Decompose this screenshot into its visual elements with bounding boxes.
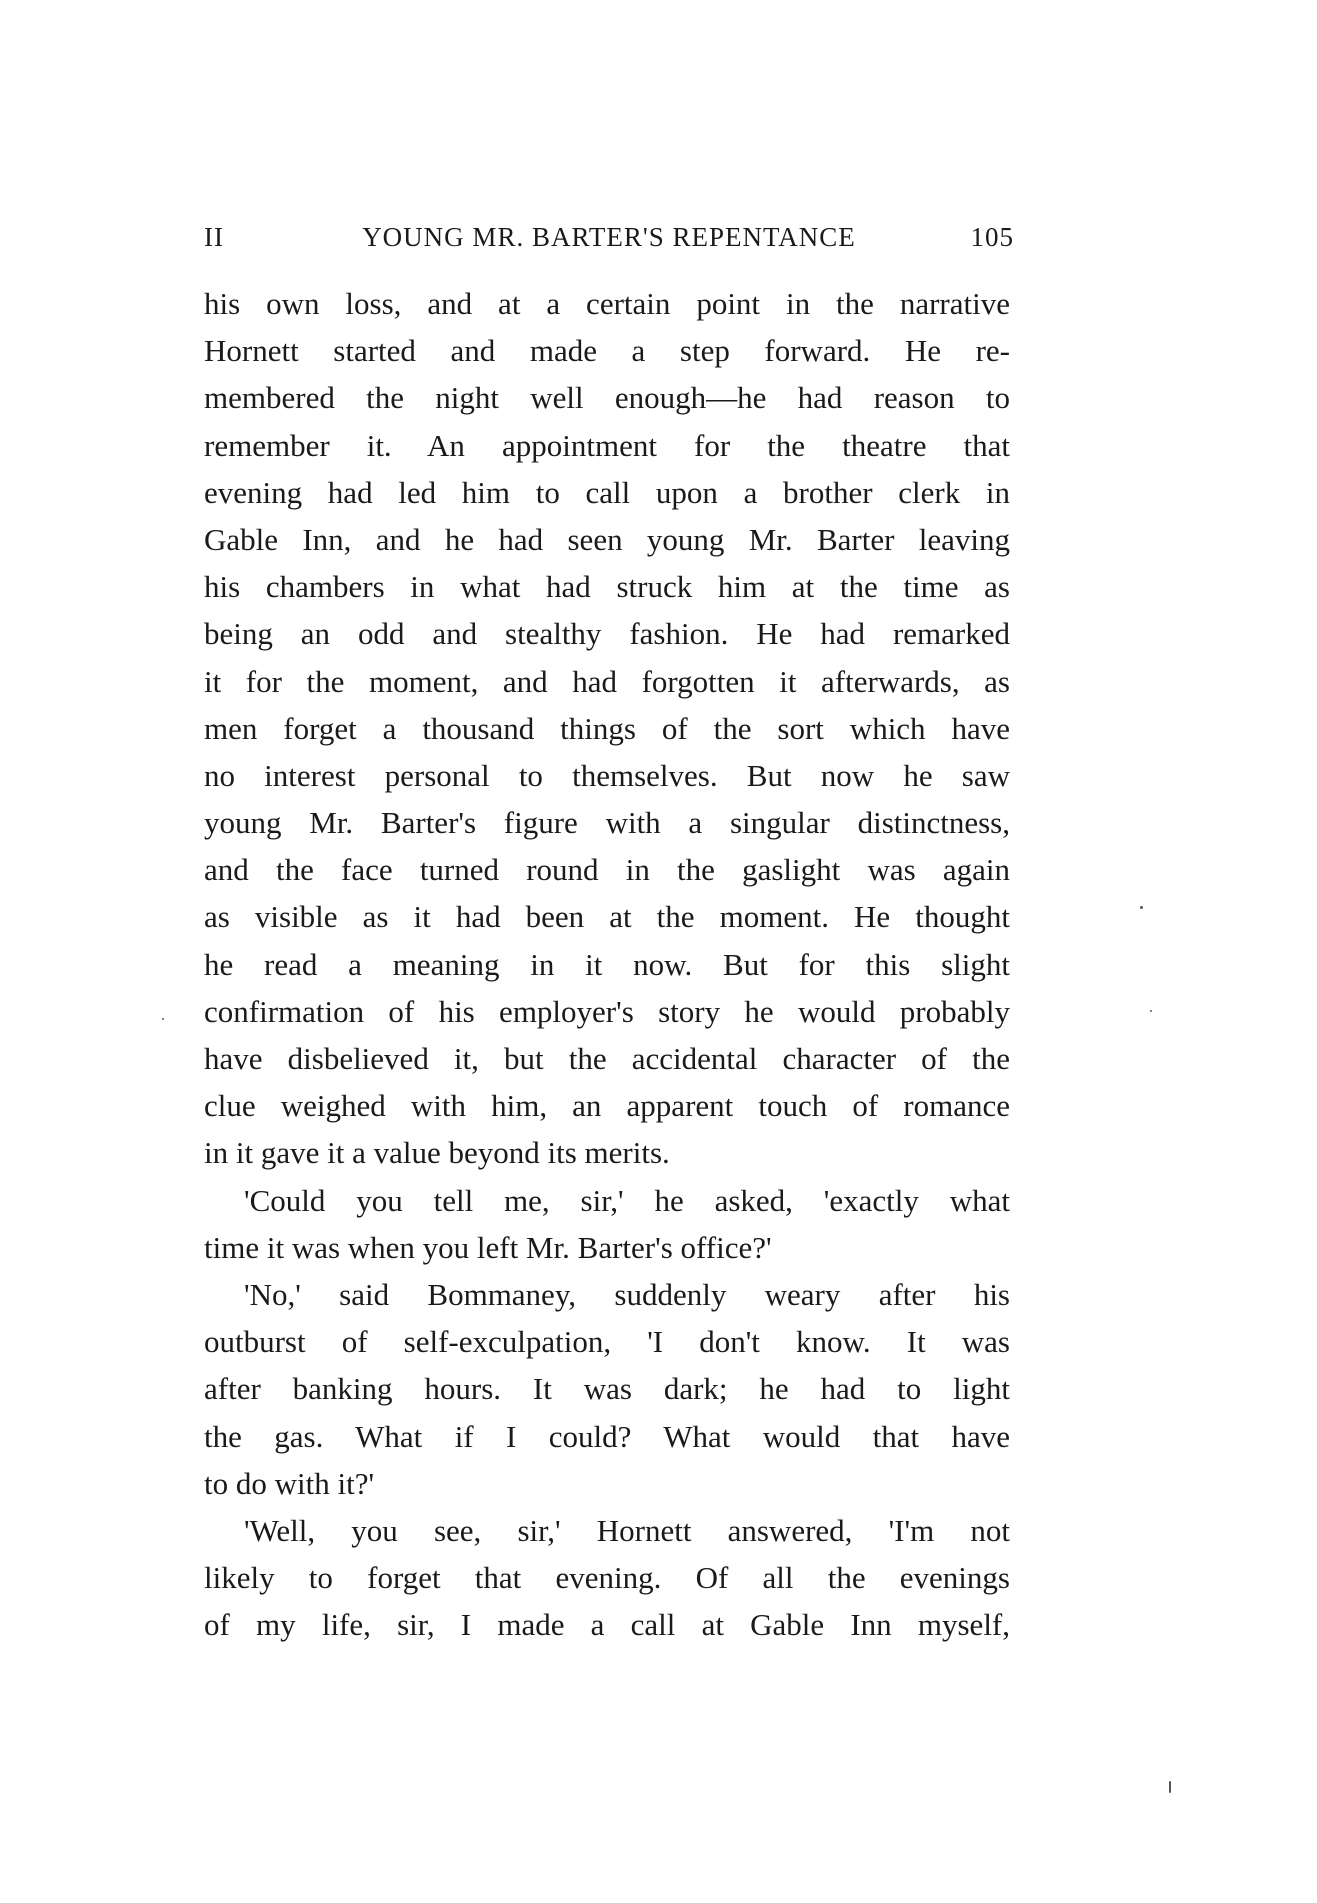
scan-speck bbox=[1169, 1781, 1171, 1793]
text-line: likely to forget that evening. Of all the evenings bbox=[204, 1560, 1010, 1596]
text-line: the gas. What if I could? What would that have bbox=[204, 1418, 1010, 1454]
text-line: young Mr. Barter's figure with a singular distinctness, bbox=[204, 805, 1010, 841]
text-line: Hornett started and made a step forward. He re- bbox=[204, 333, 1010, 369]
text-line: outburst of self-exculpation, 'I don't know. It was bbox=[204, 1324, 1010, 1360]
text-line: 'Could you tell me, sir,' he asked, 'exactly what bbox=[244, 1182, 1010, 1218]
chapter-numeral: II bbox=[204, 222, 224, 252]
text-line: to do with it?' bbox=[204, 1465, 375, 1501]
text-line: evening had led him to call upon a brother clerk in bbox=[204, 474, 1010, 510]
running-head bbox=[204, 222, 1014, 262]
text-line: men forget a thousand things of the sort which have bbox=[204, 710, 1010, 746]
text-line: his chambers in what had struck him at the time as bbox=[204, 569, 1010, 605]
text-line: have disbelieved it, but the accidental character of the bbox=[204, 1041, 1010, 1076]
body-text bbox=[204, 280, 1010, 1648]
text-line: time it was when you left Mr. Barter's office?' bbox=[204, 1229, 772, 1265]
text-line: membered the night well enough—he had reason to bbox=[204, 380, 1010, 416]
text-line: his own loss, and at a certain point in the narrative bbox=[204, 286, 1010, 321]
text-line: and the face turned round in the gaslight was again bbox=[204, 852, 1010, 888]
text-line: 'Well, you see, sir,' Hornett answered, 'I'm not bbox=[244, 1512, 1010, 1548]
text-line: remember it. An appointment for the theatre that bbox=[204, 427, 1010, 463]
running-title: YOUNG MR. BARTER'S REPENTANCE bbox=[362, 222, 856, 252]
text-line: 'No,' said Bommaney, suddenly weary after his bbox=[244, 1276, 1010, 1312]
text-line: he read a meaning in it now. But for this slight bbox=[204, 946, 1010, 982]
text-line: no interest personal to themselves. But now he saw bbox=[204, 757, 1010, 793]
paragraph bbox=[204, 1271, 1010, 1507]
text-line: being an odd and stealthy fashion. He had remarked bbox=[204, 616, 1010, 652]
paragraph bbox=[204, 280, 1010, 1177]
text-line: after banking hours. It was dark; he had to light bbox=[204, 1371, 1010, 1407]
text-line: confirmation of his employer's story he would probably bbox=[204, 993, 1010, 1029]
paragraph bbox=[204, 1177, 1010, 1271]
paragraph bbox=[204, 1507, 1010, 1649]
page-number: 105 bbox=[970, 222, 1014, 252]
scan-speck bbox=[1140, 906, 1143, 909]
text-line: clue weighed with him, an apparent touch of romance bbox=[204, 1088, 1010, 1124]
scan-speck bbox=[162, 1018, 164, 1020]
text-line: Gable Inn, and he had seen young Mr. Barter leaving bbox=[204, 521, 1010, 557]
text-line: in it gave it a value beyond its merits. bbox=[204, 1135, 670, 1171]
scan-speck bbox=[1150, 1010, 1152, 1012]
text-line: it for the moment, and had forgotten it afterwards, as bbox=[204, 663, 1010, 699]
text-line: of my life, sir, I made a call at Gable Inn myself, bbox=[204, 1607, 1010, 1643]
text-line: as visible as it had been at the moment. He thought bbox=[204, 899, 1010, 935]
